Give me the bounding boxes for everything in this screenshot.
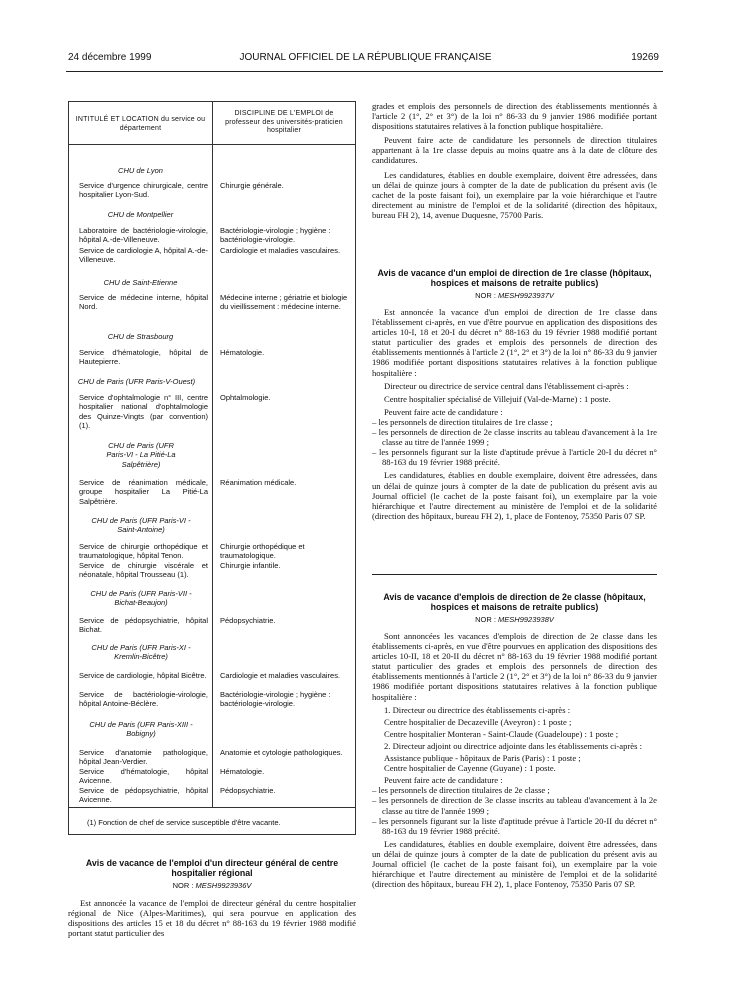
paragraph: Les candidatures, établies en double exemplaire, doivent être adressées, dans un délai de quinze jours à compter de la date de publication du présent avis (le cachet de la poste faisant foi), un exemplaire par la voie hiérarchique et l'autre directement au ministre de l'emploi et de la solidarité (direction des hôpitaux, bureau FH 2), 14, avenue Duquesne, 75700 Paris. xyxy=(372,169,657,220)
group-heading: CHU de Paris (UFR Paris-VI - Saint-Antoine) xyxy=(91,516,191,535)
notice-title: Avis de vacance d'un emploi de direction de 1re classe (hôpitaux, hospices et maisons de retraite publics) xyxy=(377,268,652,288)
right-column-top xyxy=(372,101,657,220)
service-entry: Service de cardiologie, hôpital Bicêtre. xyxy=(79,671,207,680)
service-entry: Service d'hématologie, hôpital de Hautepierre. xyxy=(79,348,208,367)
list-item: – les personnels de direction de 2e classe inscrits au tableau d'avancement à la 1re classe au titre de l'année 1999 ; xyxy=(372,427,657,448)
discipline-entry: Ophtalmologie. xyxy=(220,393,271,402)
service-entry: Laboratoire de bactériologie-virologie, hôpital A.-de-Villeneuve. xyxy=(79,226,208,245)
group-heading: CHU de Lyon xyxy=(118,166,163,175)
notice-nor: NOR : MESH9923936V xyxy=(172,881,252,890)
table-header-rule xyxy=(69,144,355,145)
list-item: – les personnels de direction de 3e classe inscrits au tableau d'avancement à la 2e classe au titre de l'année 1999 ; xyxy=(372,795,657,816)
discipline-entry: Pédopsychiatrie. xyxy=(220,616,276,625)
discipline-entry: Réanimation médicale. xyxy=(220,478,297,487)
notice-nor: NOR : MESH9923937V xyxy=(475,291,554,300)
service-entry: Service d'hématologie, hôpital Avicenne. xyxy=(79,767,208,786)
paragraph: Centre hospitalier spécialisé de Villejuif (Val-de-Marne) : 1 poste. xyxy=(384,393,611,404)
discipline-entry: Anatomie et cytologie pathologiques. xyxy=(220,748,343,757)
paragraph: Centre hospitalier de Decazeville (Aveyron) : 1 poste ; xyxy=(384,716,572,727)
paragraph: 1. Directeur ou directrice des établissements ci-après : xyxy=(384,704,571,715)
service-entry: Service de pédopsychiatrie, hôpital Avicenne. xyxy=(79,786,208,805)
service-entry: Service de cardiologie A, hôpital A.-de-Villeneuve. xyxy=(79,246,208,265)
discipline-entry: Cardiologie et maladies vasculaires. xyxy=(220,671,341,680)
paragraph: Peuvent faire acte de candidature : xyxy=(384,775,503,786)
group-heading: CHU de Saint-Etienne xyxy=(103,278,178,287)
header-date: 24 décembre 1999 xyxy=(68,52,152,63)
paragraph: Sont annoncées les vacances d'emplois de direction de 2e classe dans les établissements ci-après, en vue d'être pourvues en application des dispositions des articles 10-II, 18 et 20-II du décret n° 88-163 du 19 février 1988 modifié portant statut particulier des grades et emplois des personnels de direction des établissements mentionnés à l'article 2 (1°, 2° et 3°) de la loi n° 86-33 du 9 janvier 1986 modifiée portant dispositions statutaires relatives à la fonction publique hospitalière : xyxy=(372,631,657,702)
paragraph: Peuvent faire acte de candidature : xyxy=(384,406,503,417)
paragraph: Directeur ou directrice de service central dans l'établissement ci-après : xyxy=(384,380,629,391)
paragraph: 2. Directeur adjoint ou directrice adjointe dans les établissements ci-après : xyxy=(384,740,642,751)
list-item: – les personnels de direction titulaires de 1re classe ; xyxy=(372,416,553,427)
group-heading: CHU de Paris (UFR Paris-XIII - Bobigny) xyxy=(89,720,193,739)
paragraph: Les candidatures, établies en double exemplaire, doivent être adressées, dans un délai de quinze jours à compter de la date de publication du présent avis au Journal officiel (le cachet de la poste faisant foi), un exemplaire par la voie hiérarchique et l'autre directement au ministère de l'emploi et de la solidarité (direction des hôpitaux, bureau FH 2), 1, place de Fontenoy, 75350 Paris 07 SP. xyxy=(372,470,657,521)
notice-nor: NOR : MESH9923938V xyxy=(475,615,554,624)
discipline-entry: Hématologie. xyxy=(220,767,265,776)
service-entry: Service de médecine interne, hôpital Nord. xyxy=(79,293,208,312)
discipline-entry: Chirurgie orthopédique et traumatologique. xyxy=(220,542,305,561)
service-entry: Service d'ophtalmologie n° III, centre hospitalier national d'ophtalmologie des Quinze-Vingts (par convention) (1). xyxy=(79,393,208,430)
list-item: – les personnels de direction titulaires de 2e classe ; xyxy=(372,785,550,796)
service-entry: Service de pédopsychiatrie, hôpital Bichat. xyxy=(79,616,208,635)
page-header xyxy=(0,52,731,66)
notice-title: Avis de vacance d'emplois de direction de 2e classe (hôpitaux, hospices et maisons de retraite publics) xyxy=(383,592,646,612)
service-entry: Service de chirurgie orthopédique et traumatologique, hôpital Tenon. xyxy=(79,542,208,561)
service-entry: Service de bactériologie-virologie, hôpital Antoine-Béclère. xyxy=(79,690,208,709)
list-item: – les personnels figurant sur la liste d'aptitude prévue à l'article 20-II du décret n° 88-163 du 19 février 1988 précité. xyxy=(372,815,657,836)
discipline-entry: Chirurgie générale. xyxy=(220,181,284,190)
table-footer-rule xyxy=(69,807,355,808)
header-rule xyxy=(66,71,663,72)
table-footnote: (1) Fonction de chef de service susceptible d'être vacante. xyxy=(87,817,281,827)
discipline-entry: Pédopsychiatrie. xyxy=(220,786,276,795)
paragraph: Centre hospitalier de Cayenne (Guyane) : 1 poste. xyxy=(384,763,556,774)
discipline-entry: Hématologie. xyxy=(220,348,265,357)
director-general-notice xyxy=(68,858,356,938)
service-entry: Service de réanimation médicale, groupe hospitalier La Pitié-La Salpêtrière. xyxy=(79,478,208,506)
service-entry: Service d'urgence chirurgicale, centre hospitalier Lyon-Sud. xyxy=(79,181,208,200)
group-heading: CHU de Paris (UFR Paris-V-Ouest) xyxy=(77,377,196,386)
list-item: – les personnels figurant sur la liste d'aptitude prévue à l'article 20-I du décret n° 88-163 du 19 février 1988 précité. xyxy=(372,447,657,468)
second-class-notice xyxy=(372,592,657,889)
group-heading: CHU de Paris (UFR Paris-VII - Bichat-Beaujon) xyxy=(90,589,192,608)
paragraph: grades et emplois des personnels de direction des établissements mentionnés à l'article 2 (1°, 2° et 3°) de la loi n° 86-33 du 9 janvier 1986 modifiée portant dispositions statutaires relatives à la fonction publique hospitalière. xyxy=(372,101,657,132)
paragraph: Centre hospitalier Monteran - Saint-Claude (Guadeloupe) : 1 poste ; xyxy=(384,728,619,739)
discipline-entry: Bactériologie-virologie ; hygiène : bactériologie-virologie. xyxy=(220,226,331,245)
section-rule xyxy=(372,574,657,575)
header-journal-title: JOURNAL OFFICIEL DE LA RÉPUBLIQUE FRANÇAISE xyxy=(239,52,492,63)
column-header-service: INTITULÉ ET LOCATION du service ou département xyxy=(75,116,206,132)
paragraph: Est annoncée la vacance d'un emploi de direction de 1re classe dans l'établissement ci-après, en vue d'être pourvue en application des dispositions des articles 10-I, 18 et 20-I du décret n° 88-163 du 19 février 1988 modifié portant statut particulier des grades et emplois des personnels de direction des établissements mentionnés à l'article 2 (1°, 2° et 3°) de la loi n° 86-33 du 9 janvier 1986 modifiée portant dispositions statutaires relatives à la fonction publique hospitalière : xyxy=(372,307,657,378)
table-divider xyxy=(212,102,213,808)
notice-title: Avis de vacance de l'emploi d'un directeur général de centre hospitalier régional xyxy=(85,858,339,878)
discipline-entry: Bactériologie-virologie ; hygiène : bactériologie-virologie. xyxy=(220,690,331,709)
group-heading: CHU de Paris (UFR Paris-XI - Kremlin-Bicêtre) xyxy=(91,643,191,662)
service-entry: Service d'anatomie pathologique, hôpital Jean-Verdier. xyxy=(79,748,208,767)
paragraph: Assistance publique - hôpitaux de Paris (Paris) : 1 poste ; xyxy=(384,753,581,764)
group-heading: CHU de Strasbourg xyxy=(107,332,174,341)
vacancy-table xyxy=(68,101,356,835)
service-entry: Service de chirurgie viscérale et néonatale, hôpital Trousseau (1). xyxy=(79,561,208,580)
header-page-number: 19269 xyxy=(631,52,659,63)
notice-body: Est annoncée la vacance de l'emploi de directeur général du centre hospitalier régional de Nice (Alpes-Maritimes), qui sera pourvue en application des dispositions des articles 15 et 18 du décret n° 88-163 du 19 février 1988 modifié portant statut particulier des xyxy=(68,898,356,939)
discipline-entry: Chirurgie infantile. xyxy=(220,561,281,570)
group-heading: CHU de Montpellier xyxy=(107,210,174,219)
first-class-notice xyxy=(372,268,657,521)
discipline-entry: Cardiologie et maladies vasculaires. xyxy=(220,246,341,255)
discipline-entry: Médecine interne ; gériatrie et biologie du vieillissement : médecine interne. xyxy=(220,293,348,312)
paragraph: Peuvent faire acte de candidature les personnels de direction titulaires appartenant à la 1re classe depuis au moins quatre ans à la date de clôture des candidatures. xyxy=(372,135,657,166)
group-heading: CHU de Paris (UFR Paris-VI - La Pitié-La Salpêtrière) xyxy=(106,441,176,469)
column-header-discipline: DISCIPLINE DE L'EMPLOI de professeur des universités-praticien hospitalier xyxy=(225,110,343,134)
paragraph: Les candidatures, établies en double exemplaire, doivent être adressées, dans un délai de quinze jours à compter de la date de publication du présent avis au Journal officiel (le cachet de la poste faisant foi), un exemplaire par la voie hiérarchique et l'autre directement au ministère de l'emploi et de la solidarité (direction des hôpitaux, bureau FH 2), 1, place Fontenoy, 75350 Paris 07 SP. xyxy=(372,838,657,890)
